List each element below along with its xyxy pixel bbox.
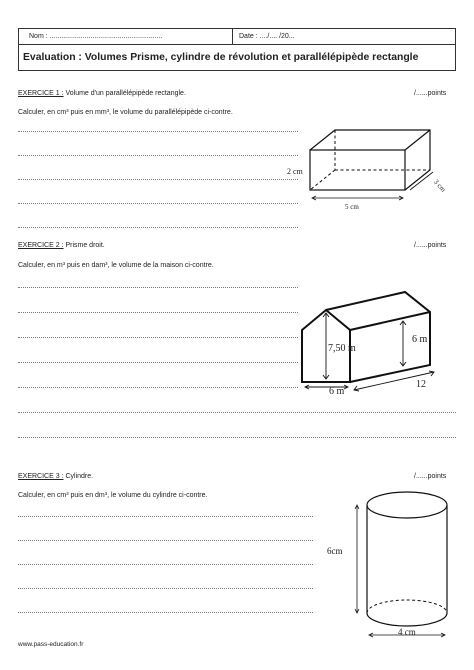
exercise-2-points: /......points <box>414 242 447 249</box>
title-box <box>18 44 456 71</box>
exercise-2-heading <box>18 242 105 249</box>
width-label: 5 cm <box>345 203 359 211</box>
answer-line <box>18 387 298 388</box>
cylinder-figure <box>340 483 470 648</box>
exercise-3-heading <box>18 473 93 480</box>
answer-line <box>18 612 313 613</box>
exercise-3-instruction: Calculer, en cm³ puis en dm³, le volume du cylindre ci-contre. <box>18 492 208 499</box>
answer-line <box>18 362 298 363</box>
exercise-1-points: /......points <box>414 90 447 97</box>
answer-line <box>18 437 456 438</box>
name-field-box <box>18 28 233 45</box>
parallelepiped-figure <box>280 120 470 220</box>
height-label: 6cm <box>327 546 343 556</box>
height-label: 2 cm <box>287 167 303 176</box>
width-label: 6 m <box>329 386 345 397</box>
date-field-box <box>232 28 456 45</box>
answer-line <box>18 312 298 313</box>
footer-url: www.pass-education.fr <box>18 641 84 648</box>
page-title: Evaluation : Volumes Prisme, cylindre de révolution et parallélépipède rectangle <box>23 52 419 63</box>
exercise-3-topic: Cylindre. <box>63 473 94 480</box>
answer-line <box>18 227 298 228</box>
exercise-1-number: EXERCICE 1 : <box>18 90 64 97</box>
depth-label: 3 cm <box>432 178 448 194</box>
date-label: Date : ..../.... /20... <box>239 33 295 40</box>
exercise-2-number: EXERCICE 2 : <box>18 242 64 249</box>
answer-line <box>18 131 298 132</box>
exercise-2-topic: Prisme droit. <box>63 242 105 249</box>
answer-line <box>18 564 313 565</box>
diameter-label: 4 cm <box>398 627 416 637</box>
total-height-label: 7,50 m <box>328 343 356 354</box>
exercise-3-number: EXERCICE 3 : <box>18 473 64 480</box>
exercise-1-heading <box>18 90 186 97</box>
name-label: Nom : .......................................................... <box>29 33 163 40</box>
answer-line <box>18 179 298 180</box>
exercise-2-instruction: Calculer, en m³ puis en dam³, le volume de la maison ci-contre. <box>18 262 214 269</box>
house-prism-figure <box>290 290 470 402</box>
exercise-1-topic: Volume d'un parallélépipède rectangle. <box>63 90 186 97</box>
answer-line <box>18 287 298 288</box>
wall-height-label: 6 m <box>412 334 428 345</box>
exercise-3-points: /......points <box>414 473 447 480</box>
answer-line <box>18 155 298 156</box>
exercise-1-instruction: Calculer, en cm³ puis en mm³, le volume du parallélépipède ci-contre. <box>18 109 233 116</box>
answer-line <box>18 412 456 413</box>
length-label: 12 <box>416 379 426 390</box>
answer-line <box>18 516 313 517</box>
answer-line <box>18 588 313 589</box>
answer-line <box>18 337 298 338</box>
answer-line <box>18 203 298 204</box>
answer-line <box>18 540 313 541</box>
